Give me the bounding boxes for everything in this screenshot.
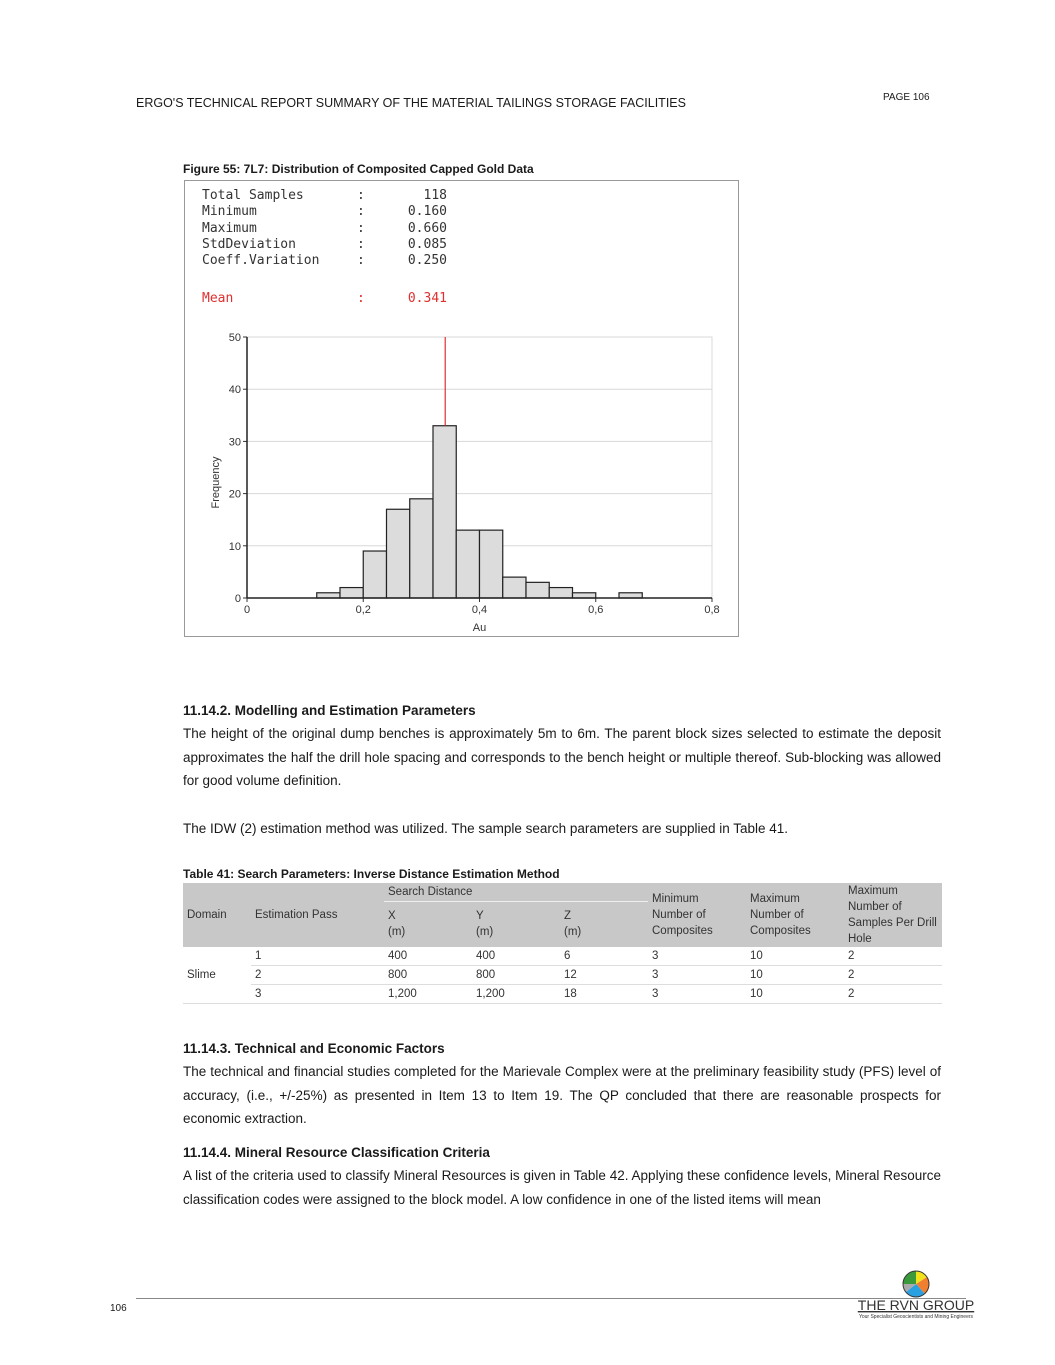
section-heading-technical: 11.14.3. Technical and Economic Factors bbox=[183, 1041, 445, 1056]
svg-text:Your Specialist Geoscientists: Your Specialist Geoscientists and Mining Engineers bbox=[858, 1314, 974, 1320]
histogram-bar bbox=[410, 499, 433, 598]
x-axis-label: Au bbox=[472, 622, 487, 634]
stat-row bbox=[202, 188, 447, 204]
stat-value: 0.250 bbox=[407, 253, 447, 269]
histogram-bar bbox=[317, 593, 340, 598]
table-cell: 3 bbox=[648, 985, 746, 1004]
histogram-bar bbox=[387, 509, 410, 598]
stat-label: Maximum bbox=[202, 220, 257, 236]
table-cell: 12 bbox=[560, 966, 648, 985]
stat-sep: : bbox=[357, 188, 365, 203]
rvn-group-logo bbox=[856, 1270, 976, 1325]
stat-row bbox=[202, 237, 447, 253]
svg-text:THE RVN GROUP: THE RVN GROUP bbox=[857, 1297, 975, 1313]
cell-domain bbox=[183, 947, 251, 966]
y-tick-label: 10 bbox=[228, 540, 241, 553]
logo-graphic bbox=[856, 1270, 976, 1320]
histogram-bar bbox=[573, 593, 596, 598]
table-cell: 800 bbox=[384, 966, 472, 985]
y-axis-label: Frequency bbox=[210, 456, 222, 509]
col-header-max: Maximum Number of Composites bbox=[746, 883, 844, 947]
x-tick-label: 0,8 bbox=[704, 604, 720, 616]
cell-domain bbox=[183, 985, 251, 1004]
table-row bbox=[183, 966, 942, 985]
y-tick-label: 40 bbox=[228, 384, 241, 397]
table-cell: 18 bbox=[560, 985, 648, 1004]
table-row bbox=[183, 985, 942, 1004]
table-cell: 10 bbox=[746, 985, 844, 1004]
x-tick-label: 0,2 bbox=[355, 604, 371, 616]
histogram-bar bbox=[619, 593, 642, 598]
histogram-bar bbox=[433, 426, 456, 598]
table-cell: 2 bbox=[844, 966, 942, 985]
y-tick-label: 20 bbox=[228, 488, 241, 501]
paragraph: The IDW (2) estimation method was utilized. The sample search parameters are supplied in Table 41. bbox=[183, 821, 789, 836]
table-cell: 6 bbox=[560, 947, 648, 966]
histogram-bar bbox=[503, 577, 526, 598]
table-caption: Table 41: Search Parameters: Inverse Distance Estimation Method bbox=[183, 867, 560, 881]
histogram-bar bbox=[526, 582, 549, 598]
table-cell: 3 bbox=[648, 947, 746, 966]
stat-sep: : bbox=[357, 291, 365, 307]
y-tick-label: 0 bbox=[234, 593, 241, 605]
statistics-block bbox=[202, 188, 447, 308]
table-cell: 1,200 bbox=[472, 985, 560, 1004]
col-header-z: Z (m) bbox=[560, 901, 648, 947]
section-heading-classification: 11.14.4. Mineral Resource Classification Criteria bbox=[183, 1145, 490, 1160]
stat-sep: : bbox=[357, 220, 365, 236]
stat-row bbox=[202, 221, 447, 237]
paragraph: The height of the original dump benches is approximately 5m to 6m. The parent block sizes selected to estimate the deposit approximates the half the drill hole spacing and corresponds to the bench height or multiple thereof. Sub-blocking was allowed for good volume definition. bbox=[183, 726, 941, 788]
col-header-min: Minimum Number of Composites bbox=[648, 883, 746, 947]
stat-label: StdDeviation bbox=[202, 236, 296, 252]
stat-sep: : bbox=[357, 253, 365, 269]
histogram-bar bbox=[480, 530, 503, 598]
table-cell: 1 bbox=[251, 947, 384, 966]
table-row bbox=[183, 947, 942, 966]
stat-sep: : bbox=[357, 204, 365, 220]
col-header-domain: Domain bbox=[183, 883, 251, 947]
table-cell: 800 bbox=[472, 966, 560, 985]
search-parameters-table bbox=[183, 883, 942, 1004]
x-tick-label: 0,6 bbox=[588, 604, 604, 616]
table-cell: 2 bbox=[844, 985, 942, 1004]
x-tick-label: 0,4 bbox=[471, 604, 488, 616]
table-cell: 10 bbox=[746, 966, 844, 985]
histogram-bar bbox=[363, 551, 386, 598]
histogram-bar bbox=[456, 530, 479, 598]
col-header-pass: Estimation Pass bbox=[251, 883, 384, 947]
paragraph: A list of the criteria used to classify Mineral Resources is given in Table 42. Applying these confidence levels, Mineral Resource classification codes were assigned to the block model. A low confidence in one of the listed items will mean bbox=[183, 1168, 941, 1207]
stat-value: 118 bbox=[423, 188, 447, 203]
stat-value: 0.341 bbox=[407, 291, 447, 307]
x-tick-label: 0 bbox=[243, 604, 251, 616]
stat-value: 0.660 bbox=[407, 220, 447, 236]
footer-page-number: 106 bbox=[110, 1303, 127, 1314]
table-cell: 400 bbox=[472, 947, 560, 966]
running-header: ERGO'S TECHNICAL REPORT SUMMARY OF THE MATERIAL TAILINGS STORAGE FACILITIES bbox=[136, 96, 686, 110]
col-header-y: Y (m) bbox=[472, 901, 560, 947]
paragraph: The technical and financial studies completed for the Marievale Complex were at the preliminary feasibility study (PFS) level of accuracy, (i.e., +/-25%) as presented in Item 13 to Item 19. The QP concluded that there are reasonable prospects for economic extraction. bbox=[183, 1064, 941, 1126]
histogram-bar bbox=[340, 588, 363, 598]
table-cell: 400 bbox=[384, 947, 472, 966]
table-cell: 2 bbox=[844, 947, 942, 966]
stat-label: Total Samples bbox=[202, 188, 304, 203]
table-cell: 3 bbox=[648, 966, 746, 985]
cell-domain: Slime bbox=[187, 969, 216, 981]
col-header-x: X (m) bbox=[384, 901, 472, 947]
table-cell: 1,200 bbox=[384, 985, 472, 1004]
figure-caption: Figure 55: 7L7: Distribution of Composited Capped Gold Data bbox=[183, 162, 534, 176]
table-cell: 2 bbox=[251, 966, 384, 985]
stat-row bbox=[202, 253, 447, 269]
histogram-bar bbox=[549, 588, 572, 598]
stat-value: 0.085 bbox=[407, 236, 447, 252]
stat-row bbox=[202, 291, 447, 307]
y-tick-label: 30 bbox=[228, 436, 241, 449]
stat-label: Coeff.Variation bbox=[202, 253, 320, 269]
section-heading-modelling: 11.14.2. Modelling and Estimation Parameters bbox=[183, 703, 476, 718]
stat-label: Minimum bbox=[202, 204, 257, 220]
y-tick-label: 50 bbox=[228, 332, 241, 344]
histogram-chart bbox=[185, 320, 737, 635]
col-header-search-distance: Search Distance bbox=[384, 883, 648, 901]
table-cell: 3 bbox=[251, 985, 384, 1004]
stat-label: Mean bbox=[202, 291, 234, 307]
stat-value: 0.160 bbox=[407, 204, 447, 220]
stat-row bbox=[202, 204, 447, 220]
col-header-max-samples: Maximum Number of Samples Per Drill Hole bbox=[844, 883, 942, 947]
stat-sep: : bbox=[357, 236, 365, 252]
footer-divider bbox=[136, 1298, 966, 1299]
header-page-number: PAGE 106 bbox=[883, 92, 930, 103]
table-cell: 10 bbox=[746, 947, 844, 966]
